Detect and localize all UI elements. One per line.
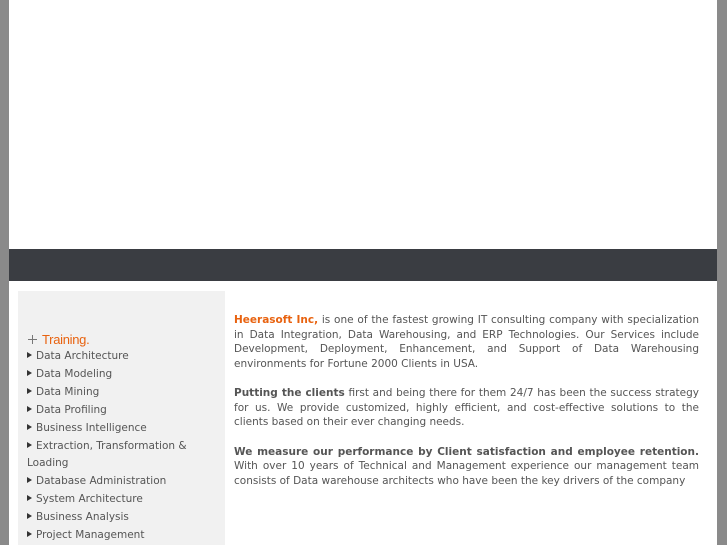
paragraph-3-lead: We measure our performance by Client satisfaction and employee retention. <box>234 445 699 458</box>
sidebar-title: Training. <box>42 331 90 347</box>
sidebar-item-business-analysis[interactable]: Business Analysis <box>27 509 197 526</box>
sidebar-item-data-modeling[interactable]: Data Modeling <box>27 366 197 383</box>
about-content <box>234 313 699 503</box>
arrow-right-icon <box>27 352 32 358</box>
arrow-right-icon <box>27 406 32 412</box>
sidebar-item-database-administration[interactable]: Database Administration <box>27 473 197 490</box>
about-paragraph-2: Putting the clients first and being there for them 24/7 has been the success strategy for us. We provide customized, highly efficient, and cost-effective solutions to the clients based on their ever changing needs. <box>234 387 699 428</box>
sidebar-item-data-architecture[interactable]: Data Architecture <box>27 348 197 365</box>
paragraph-2-lead: Putting the clients <box>234 387 345 399</box>
training-list <box>27 348 197 545</box>
sidebar-item-etl[interactable]: Extraction, Transformation & Loading <box>27 440 187 469</box>
header-band <box>9 249 717 281</box>
page-container <box>9 0 717 545</box>
arrow-right-icon <box>27 370 32 376</box>
training-sidebar <box>18 291 225 545</box>
sidebar-item-data-mining[interactable]: Data Mining <box>27 384 197 401</box>
company-name: Heerasoft Inc, <box>234 314 319 326</box>
sidebar-item-system-architecture[interactable]: System Architecture <box>27 491 197 508</box>
arrow-right-icon <box>27 513 32 519</box>
sidebar-item-business-intelligence[interactable]: Business Intelligence <box>27 420 197 437</box>
arrow-right-icon <box>27 477 32 483</box>
arrow-right-icon <box>27 495 32 501</box>
sidebar-heading <box>28 331 89 347</box>
arrow-right-icon <box>27 442 32 448</box>
arrow-right-icon <box>27 424 32 430</box>
sidebar-item-data-profiling[interactable]: Data Profiling <box>27 402 197 419</box>
sidebar-item-project-management[interactable]: Project Management <box>27 527 197 544</box>
about-paragraph-1: Heerasoft Inc, is one of the fastest growing IT consulting company with specialization in Data Integration, Data Warehousing, and ERP Technologies. Our Services include Development, Deployment, Enhancement, and Support of Data Warehousing environments for Fortune 2000 Clients in USA. <box>234 314 699 370</box>
plus-icon <box>28 335 37 344</box>
arrow-right-icon <box>27 531 32 537</box>
arrow-right-icon <box>27 388 32 394</box>
about-paragraph-3: We measure our performance by Client satisfaction and employee retention. With over 10 years of Technical and Management experience our management team consists of Data warehouse architects who have been the key drivers of the company <box>234 445 699 487</box>
